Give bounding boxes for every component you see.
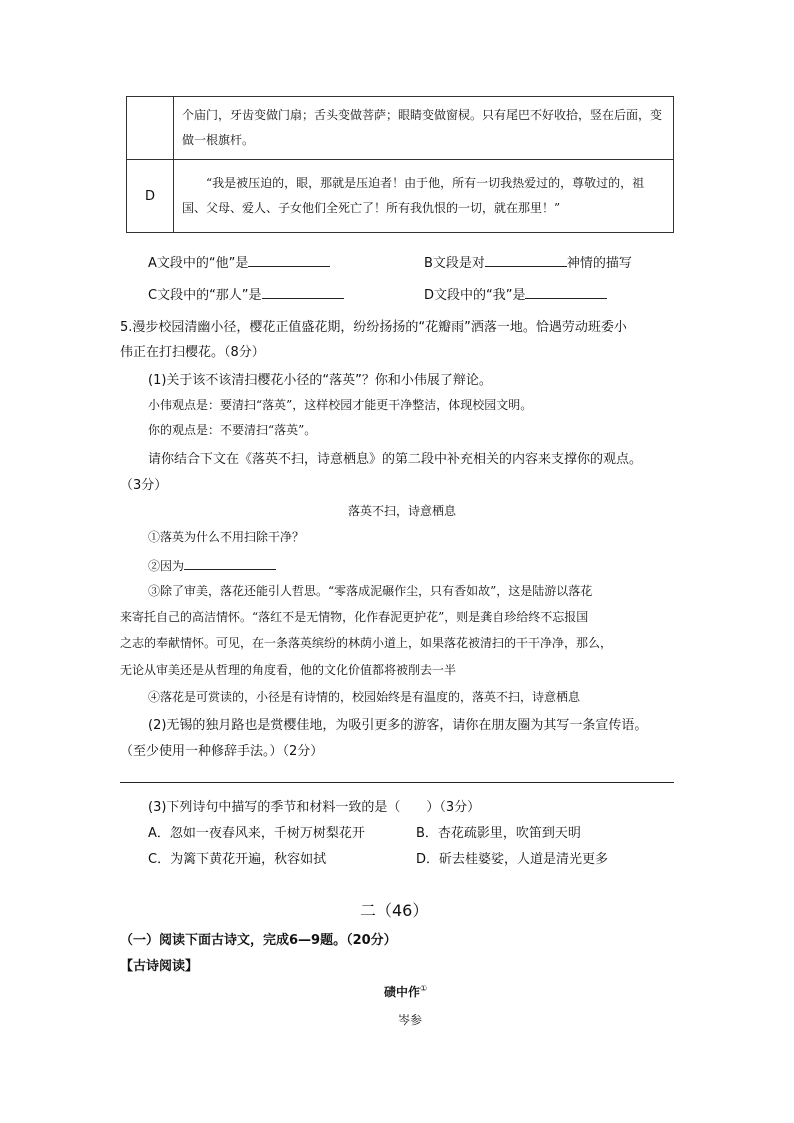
option-a: A．忽如一夜春风来，千树万树梨花开	[148, 826, 365, 841]
row-label: D	[127, 160, 174, 233]
option-c: C．为篱下黄花开遍，秋容如拭	[148, 852, 327, 867]
answer-blank-d[interactable]	[525, 284, 607, 299]
fill-b-suffix: 神情的描写	[566, 256, 632, 271]
essay-para-3-line1: ③除了审美，落花还能引人哲思。“零落成泥碾作尘，只有香如故”，这是陆游以落花	[148, 584, 593, 598]
row-text: “我是被压迫的，眼，那就是压迫者！由于他，所有一切我热爱过的，尊敬过的，祖国、父母、爱人、子女他们全死亡了！所有我仇恨的一切，就在那里！”	[174, 160, 674, 233]
answer-blank-a[interactable]	[248, 252, 330, 267]
essay-para-2	[148, 555, 276, 574]
section-heading: 二（46）	[360, 901, 429, 920]
essay-para-3-line4: 无论从审美还是从哲理的角度看，他的文化价值都将被削去一半	[120, 663, 457, 677]
answer-blank-b[interactable]	[485, 252, 567, 267]
row-label	[127, 97, 174, 160]
part-one-heading: （一）阅读下面古诗文，完成6—9题。（20分）	[120, 933, 397, 948]
essay-para-3-line3: 之志的奉献情怀。可见，在一条落英缤纷的林荫小道上，如果落花被清扫的干干净净，那么，	[120, 636, 613, 650]
poem-title	[384, 983, 427, 1000]
q5-stem-line2: 伟正在打扫樱花。（8分）	[120, 345, 265, 360]
fill-b	[424, 252, 632, 271]
fill-d	[424, 284, 607, 303]
essay-para-3-line2: 来寄托自己的高洁情怀。“落红不是无情物，化作春泥更护花”，则是龚自珍给终不忘报国	[120, 610, 589, 624]
fill-a	[148, 252, 330, 271]
footnote-marker: ①	[420, 984, 428, 993]
xiaowei-view: 小伟观点是：要清扫“落英”，这样校园才能更干净整洁，体现校园文明。	[148, 398, 533, 412]
your-view: 你的观点是：不要清扫“落英”。	[148, 423, 317, 437]
q5-instruction: 请你结合下文在《落英不扫，诗意栖息》的第二段中补充相关的内容来支撑你的观点。	[148, 452, 643, 467]
q5-sub2-line2: （至少使用一种修辞手法。）（2分）	[120, 744, 324, 759]
row-text: 个庙门，牙齿变做门扇；舌头变做菩萨；眼睛变做窗棂。只有尾巴不好收拾，竖在后面，变做一根旗杆。	[174, 97, 674, 160]
answer-blank-c[interactable]	[262, 284, 344, 299]
fill-c-label: C文段中的“那人”是	[148, 288, 262, 303]
fill-a-label: A文段中的“他”是	[148, 256, 249, 271]
option-d: D．斫去桂婆娑，人道是清光更多	[416, 852, 609, 867]
answer-blank-essay[interactable]	[184, 555, 276, 570]
essay-para-1: ①落英为什么不用扫除干净？	[148, 530, 305, 544]
fill-b-label: B文段是对	[424, 256, 485, 271]
answer-line[interactable]	[120, 782, 674, 783]
fill-d-label: D文段中的“我”是	[424, 288, 526, 303]
poem-section-tag: 【古诗阅读】	[120, 959, 199, 974]
poem-author: 岑参	[398, 1013, 423, 1027]
fill-c	[148, 284, 344, 303]
q5-stem-line1: 5.漫步校园清幽小径，樱花正值盛花期，纷纷扬扬的“花瓣雨”洒落一地。恰遇劳动班委小	[120, 320, 627, 335]
essay-title: 落英不扫，诗意栖息	[348, 504, 457, 518]
option-b: B．杏花疏影里，吹笛到天明	[416, 826, 581, 841]
q5-instruction-points: （3分）	[120, 478, 168, 493]
essay-para-2-text: ②因为	[148, 559, 185, 573]
options-table	[126, 96, 674, 233]
essay-para-4: ④落花是可赏读的，小径是有诗情的，校园始终是有温度的，落英不扫，诗意栖息	[148, 690, 581, 704]
table-row	[127, 160, 674, 233]
table-row	[127, 97, 674, 160]
q5-sub2-line1: (2)无锡的独月路也是赏樱佳地，为吸引更多的游客，请你在朋友圈为其写一条宣传语。	[148, 718, 648, 733]
poem-title-text: 碛中作	[384, 985, 421, 999]
q5-sub1: (1)关于该不该清扫樱花小径的“落英”？你和小伟展了辩论。	[148, 373, 492, 388]
q5-sub3: (3)下列诗句中描写的季节和材料一致的是（ ）（3分）	[148, 800, 481, 815]
